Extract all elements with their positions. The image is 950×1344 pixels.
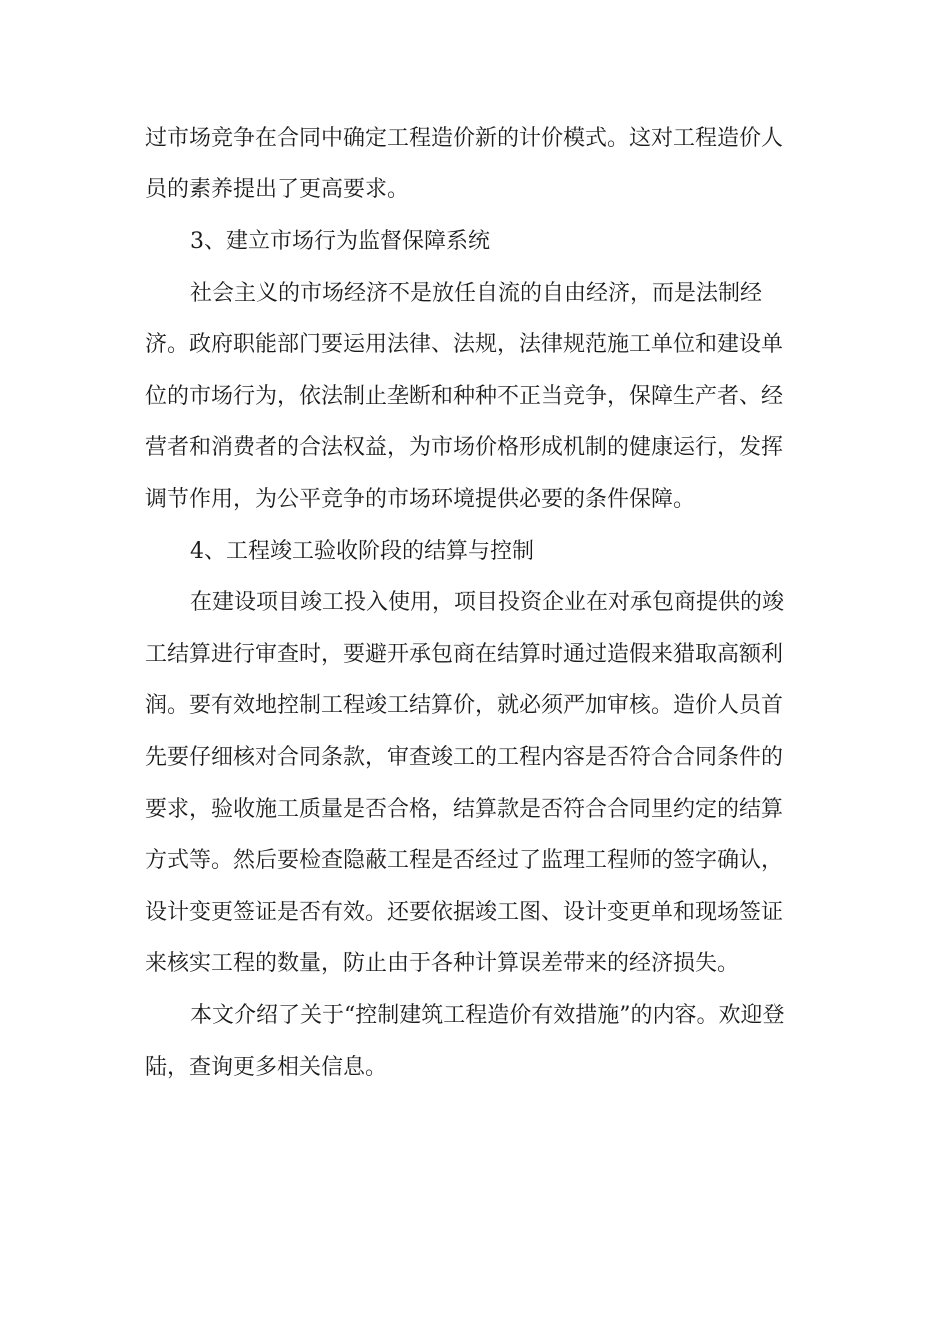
line-text: 润。要有效地控制工程竣工结算价，就必须严加审核。造价人员首	[145, 693, 784, 718]
paragraph-line	[0, 635, 950, 675]
paragraph-line	[0, 119, 950, 159]
paragraph-line	[0, 480, 950, 520]
section-heading	[0, 532, 950, 572]
paragraph-line	[0, 170, 950, 210]
line-text: 营者和消费者的合法权益，为市场价格形成机制的健康运行，发挥	[145, 435, 784, 460]
section-heading	[0, 222, 950, 262]
line-text: 社会主义的市场经济不是放任自流的自由经济，而是法制经	[190, 281, 763, 306]
paragraph-line	[0, 274, 950, 314]
line-text: 员的素养提出了更高要求。	[145, 177, 410, 202]
line-text: 本文介绍了关于“控制建筑工程造价有效措施”的内容。欢迎登	[190, 1003, 785, 1028]
paragraph-line	[0, 1048, 950, 1088]
line-text: 方式等。然后要检查隐蔽工程是否经过了监理工程师的签字确认，	[145, 848, 784, 873]
paragraph-line	[0, 738, 950, 778]
line-text: 陆，查询更多相关信息。	[145, 1055, 388, 1080]
line-text: 济。政府职能部门要运用法律、法规，法律规范施工单位和建设单	[145, 332, 784, 357]
paragraph-line	[0, 944, 950, 984]
line-text: 在建设项目竣工投入使用，项目投资企业在对承包商提供的竣	[190, 590, 785, 615]
line-text: 先要仔细核对合同条款，审查竣工的工程内容是否符合合同条件的	[145, 745, 784, 770]
paragraph-line	[0, 686, 950, 726]
paragraph-line	[0, 583, 950, 623]
line-text: 设计变更签证是否有效。还要依据竣工图、设计变更单和现场签证	[145, 900, 784, 925]
line-text: 位的市场行为，依法制止垄断和种种不正当竞争，保障生产者、经	[145, 384, 784, 409]
paragraph-line	[0, 996, 950, 1036]
line-text: 来核实工程的数量，防止由于各种计算误差带来的经济损失。	[145, 951, 740, 976]
paragraph-line	[0, 790, 950, 830]
paragraph-line	[0, 841, 950, 881]
paragraph-line	[0, 377, 950, 417]
paragraph-line	[0, 428, 950, 468]
heading-text: 3、建立市场行为监督保障系统	[190, 229, 490, 254]
heading-text: 4、工程竣工验收阶段的结算与控制	[190, 539, 534, 564]
line-text: 要求，验收施工质量是否合格，结算款是否符合合同里约定的结算	[145, 797, 784, 822]
line-text: 调节作用，为公平竞争的市场环境提供必要的条件保障。	[145, 487, 696, 512]
line-text: 工结算进行审查时，要避开承包商在结算时通过造假来猎取高额利	[145, 642, 784, 667]
paragraph-line	[0, 325, 950, 365]
line-text: 过市场竞争在合同中确定工程造价新的计价模式。这对工程造价人	[145, 126, 784, 151]
paragraph-line	[0, 893, 950, 933]
